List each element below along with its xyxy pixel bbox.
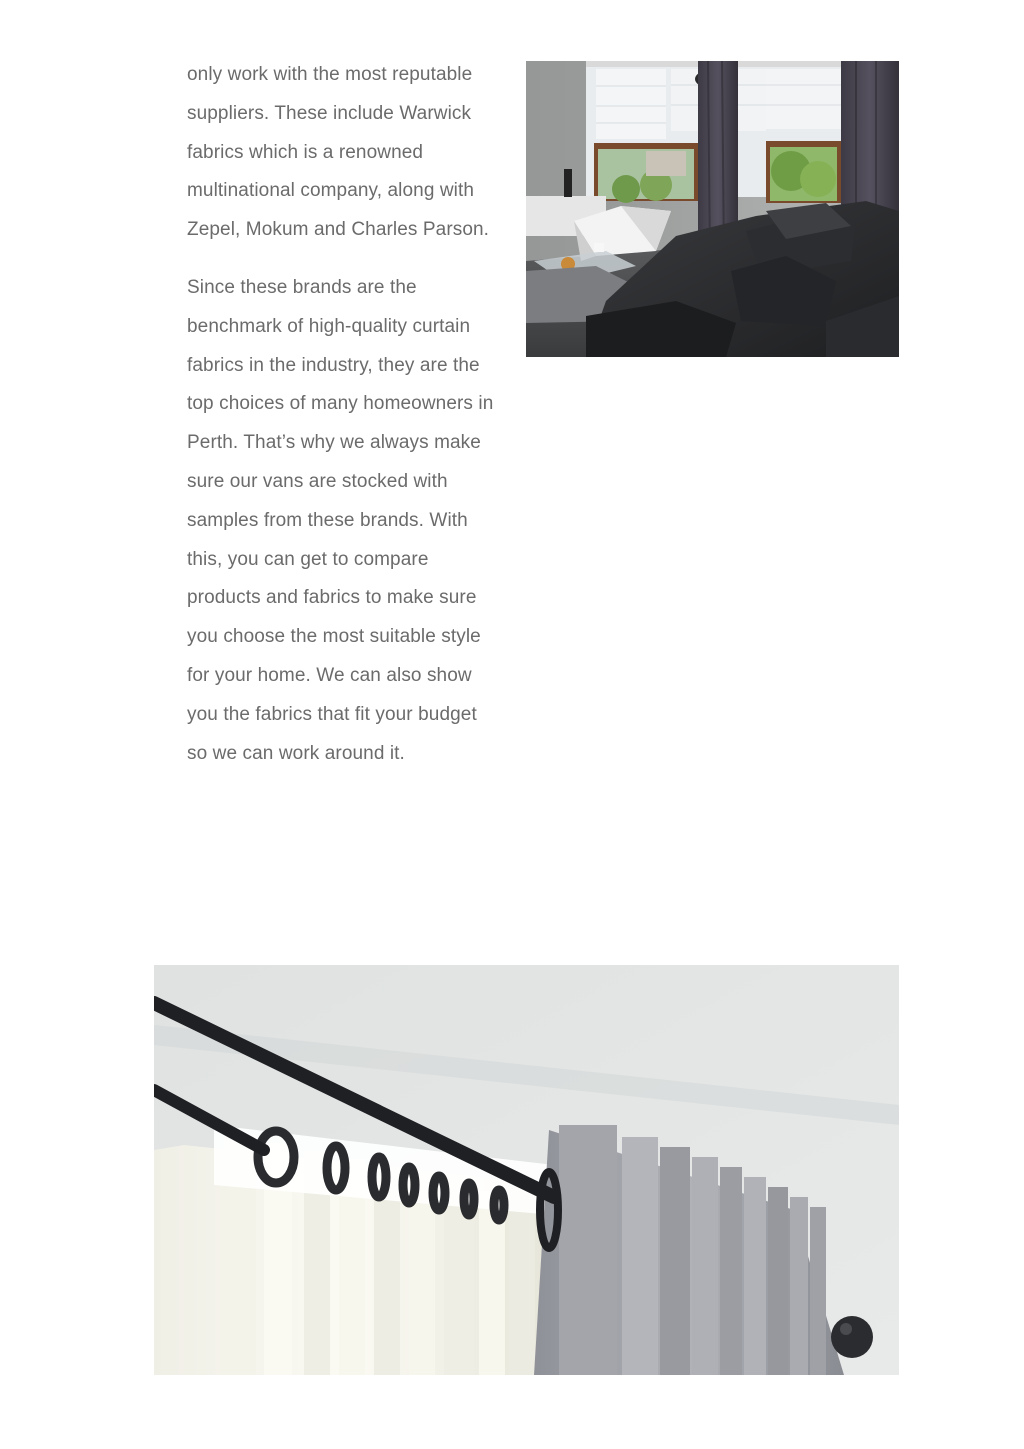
- living-room-photo: [526, 61, 899, 357]
- paragraph-suppliers: only work with the most reputable suppliers. These include Warwick fabrics which is a renowned multinational company, along with Zepel, Mokum and Charles Parson.: [187, 64, 490, 241]
- paragraph-brands: Since these brands are the benchmark of high-quality curtain fabrics in the industry, they are the top choices of many homeowners in Perth. That’s why we always make sure our vans are stocked with samples from these brands. With this, you can get to compare products and fabrics to make sure you choose the most suitable style for your home. We can also show you the fabrics that fit your budget so we can work around it.: [187, 276, 494, 764]
- article-text-column: [187, 56, 499, 792]
- curtain-rod-photo: [154, 965, 899, 1375]
